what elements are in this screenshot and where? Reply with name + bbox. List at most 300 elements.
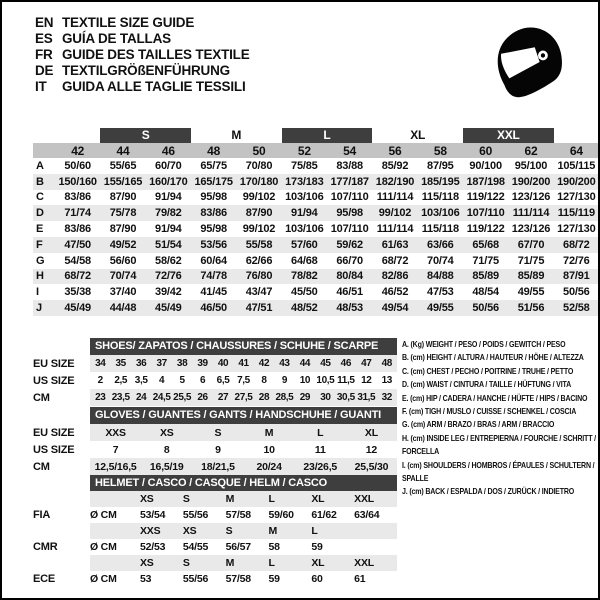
- size-value: 91/94: [155, 191, 182, 204]
- size-value: 60/70: [155, 159, 182, 172]
- shoes-section-title: SHOES/ ZAPATOS / CHAUSSURES / SCHUHE / SCARPE: [90, 338, 397, 355]
- size-value: 70/80: [245, 159, 273, 172]
- shoes-value: 2: [97, 375, 103, 386]
- size-value: 190/200: [511, 175, 551, 188]
- guide-title-fr: GUIDE DES TAILLES TEXTILE: [62, 47, 250, 62]
- size-value: 83/86: [64, 223, 91, 236]
- size-group-l: L: [282, 128, 373, 143]
- guide-title-en: TEXTILE SIZE GUIDE: [62, 15, 195, 30]
- size-value: 99/102: [242, 191, 276, 204]
- gloves-value: 25,5/30: [354, 460, 389, 473]
- size-value: 55/58: [245, 238, 273, 251]
- helmet-value: 60: [311, 573, 323, 585]
- shoes-value: 11,5: [337, 375, 355, 386]
- size-value: 46/51: [336, 286, 363, 299]
- size-value: 83/86: [200, 207, 227, 220]
- helmet-row-label: FIA: [33, 509, 51, 521]
- size-numbers-row: [33, 143, 599, 158]
- size-value: 123/126: [511, 223, 551, 236]
- legend-entry: G. (cm) ARM / BRAZO / BRAS / ARM / BRACCIO: [402, 419, 555, 430]
- size-value: 49/52: [109, 238, 137, 251]
- language-row-it: [35, 79, 250, 95]
- shoes-value: 24,5: [152, 392, 171, 403]
- helmet-value: 52/53: [140, 541, 166, 553]
- measurement-letter: B: [36, 175, 44, 188]
- gloves-value: M: [264, 426, 274, 439]
- size-value: 70/74: [109, 270, 137, 283]
- size-value: 48/54: [472, 286, 499, 299]
- gloves-row-label: EU SIZE: [33, 426, 75, 439]
- helmet-section-title: HELMET / CASCO / CASQUE / HELM / CASCO: [90, 475, 397, 492]
- size-value: 119/122: [466, 191, 505, 204]
- gloves-row-values: [90, 424, 397, 441]
- size-value: 60/64: [200, 254, 227, 267]
- size-value: 111/114: [376, 223, 414, 236]
- shoes-row: [33, 372, 397, 389]
- helmet-row-label: ECE: [33, 573, 56, 585]
- helmet-value: 58: [268, 541, 280, 553]
- helmet-value: L: [268, 493, 275, 505]
- shoes-value: 13: [381, 375, 392, 386]
- size-value: 65/75: [200, 159, 227, 172]
- size-value: 85/92: [381, 159, 409, 172]
- measurement-row-h: [33, 269, 599, 285]
- size-value: 35/38: [64, 286, 91, 299]
- language-code: EN: [35, 15, 54, 30]
- size-value: 66/70: [336, 254, 363, 267]
- size-value: 170/180: [239, 175, 279, 188]
- size-number: 62: [524, 143, 538, 158]
- gloves-value: 8: [163, 443, 170, 456]
- shoes-value: 31,5: [357, 392, 376, 403]
- size-value: 119/122: [466, 223, 505, 236]
- shoes-value: 43: [279, 358, 290, 369]
- helmet-value: 55/56: [182, 573, 209, 585]
- size-value: 39/42: [155, 286, 182, 299]
- size-value: 65/68: [472, 238, 499, 251]
- size-value: 91/94: [291, 207, 318, 220]
- size-value: 111/114: [376, 191, 414, 204]
- helmet-value: 54/55: [182, 541, 209, 553]
- helmet-value: XXS: [140, 525, 161, 537]
- size-value: 107/110: [330, 223, 369, 236]
- shoes-header-row: [33, 338, 397, 355]
- size-value: 49/54: [381, 302, 409, 315]
- size-value: 48/53: [336, 302, 363, 315]
- size-value: 82/86: [381, 270, 409, 283]
- guide-title-de: TEXTILGRÖßENFÜHRUNG: [62, 63, 230, 78]
- measurement-row-c: [33, 190, 599, 206]
- size-value: 83/88: [336, 159, 363, 172]
- language-code: DE: [35, 63, 54, 78]
- size-value: 103/106: [421, 207, 460, 220]
- shoes-value: 12: [361, 375, 372, 386]
- helmet-value: 61: [354, 573, 366, 585]
- shoes-value: 30: [320, 392, 331, 403]
- shoes-value: 40: [217, 358, 229, 369]
- helmet-value: M: [225, 493, 235, 505]
- gloves-row: [33, 441, 397, 458]
- language-row-en: [35, 15, 250, 31]
- size-number: 60: [479, 143, 493, 158]
- shoes-value: 44: [299, 358, 311, 369]
- size-value: 72/76: [563, 254, 590, 267]
- size-value: 155/165: [103, 175, 143, 188]
- helmet-row-label: CMR: [33, 541, 58, 553]
- size-value: 190/200: [557, 175, 596, 188]
- measurement-legend: [402, 338, 599, 499]
- size-value: 46/50: [200, 302, 227, 315]
- shoes-value: 27,5: [234, 392, 253, 403]
- size-value: 45/49: [155, 302, 182, 315]
- shoes-value: 46: [340, 358, 351, 369]
- size-number: 58: [433, 143, 447, 158]
- size-value: 127/130: [557, 191, 596, 204]
- shoes-value: 23,5: [111, 392, 130, 403]
- size-value: 107/110: [330, 191, 369, 204]
- gloves-section: [33, 407, 397, 475]
- shoes-value: 5: [179, 375, 185, 386]
- size-value: 87/90: [109, 191, 137, 204]
- size-value: 76/80: [245, 270, 273, 283]
- size-value: 95/98: [200, 191, 227, 204]
- size-value: 90/100: [469, 159, 502, 172]
- shoes-value: 35: [115, 358, 126, 369]
- size-group-row: [33, 128, 599, 143]
- size-value: 52/58: [563, 302, 590, 315]
- legend-entry: F. (cm) TIGH / MUSLO / CUISSE / SCHENKEL / COSCIA: [402, 406, 577, 417]
- size-value: 37/40: [109, 286, 137, 299]
- size-value: 83/86: [64, 191, 91, 204]
- helmet-row-values: [90, 507, 397, 523]
- helmet-value: S: [182, 493, 190, 505]
- size-value: 79/82: [155, 207, 182, 220]
- shoes-value: 8: [261, 375, 267, 386]
- helmet-row: [33, 539, 397, 555]
- size-value: 72/76: [155, 270, 182, 283]
- size-value: 50/60: [64, 159, 91, 172]
- measurement-row-f: [33, 237, 599, 253]
- size-value: 48/52: [291, 302, 318, 315]
- size-value: 115/119: [557, 207, 595, 220]
- language-row-fr: [35, 47, 250, 63]
- size-number: 64: [569, 143, 583, 158]
- size-number: 42: [71, 143, 85, 158]
- size-value: 99/102: [378, 207, 412, 220]
- size-value: 43/47: [245, 286, 273, 299]
- size-value: 95/100: [514, 159, 548, 172]
- size-value: 115/118: [421, 223, 459, 236]
- size-value: 127/130: [557, 223, 596, 236]
- helmet-value: XS: [140, 493, 154, 505]
- guide-title-it: GUIDA ALLE TAGLIE TESSILI: [62, 79, 246, 94]
- size-value: 71/75: [517, 254, 545, 267]
- gloves-row: [33, 458, 397, 475]
- size-value: 61/63: [381, 238, 409, 251]
- size-group-m: M: [231, 128, 242, 142]
- legend-entry: H. (cm) INSIDE LEG / ENTREPIERNA / FOURCHE / SCHRITT / FORCELLA: [402, 432, 596, 457]
- helmet-value: 53/54: [140, 509, 166, 521]
- size-value: 115/118: [421, 191, 459, 204]
- size-value: 75/85: [291, 159, 318, 172]
- size-value: 99/102: [242, 223, 276, 236]
- size-value: 165/175: [194, 175, 233, 188]
- measurement-letter: I: [36, 286, 39, 299]
- size-value: 95/98: [200, 223, 227, 236]
- shoes-value: 4: [159, 375, 165, 386]
- size-value: 87/91: [563, 270, 590, 283]
- shoes-value: 38: [176, 358, 188, 369]
- measurement-letter: E: [36, 223, 44, 236]
- gloves-header-row: [33, 407, 397, 424]
- size-value: 103/106: [285, 191, 324, 204]
- gloves-value: 10: [263, 443, 275, 456]
- size-value: 45/49: [64, 302, 91, 315]
- language-row-de: [35, 63, 250, 79]
- measurement-row-e: [33, 221, 599, 237]
- helmet-value: XXL: [354, 557, 374, 569]
- language-code: ES: [35, 31, 53, 46]
- size-value: 182/190: [375, 175, 415, 188]
- gloves-row: [33, 424, 397, 441]
- legend-entry: C. (cm) CHEST / PECHO / POITRINE / TRUHE / PETTO: [402, 365, 574, 376]
- helmet-value: L: [268, 557, 275, 569]
- gloves-section-title: GLOVES / GUANTES / GANTS / HANDSCHUHE / GUANTI: [90, 407, 397, 424]
- size-value: 68/72: [381, 254, 409, 267]
- size-value: 53/56: [200, 238, 227, 251]
- helmet-unit-label: Ø CM: [90, 509, 117, 521]
- helmet-value: L: [311, 525, 318, 537]
- language-code: IT: [35, 79, 47, 94]
- size-value: 160/170: [149, 175, 188, 188]
- language-code: FR: [35, 47, 53, 62]
- helmet-row-values: [90, 523, 397, 539]
- shoes-value: 26: [197, 392, 208, 403]
- size-group-xl: XL: [410, 128, 426, 142]
- size-value: 85/89: [517, 270, 545, 283]
- measurement-row-i: [33, 284, 599, 300]
- gloves-row-values: [90, 441, 397, 458]
- shoes-value: 34: [95, 358, 106, 369]
- helmet-row: [33, 555, 397, 571]
- shoes-row-values: [90, 355, 397, 372]
- size-number: 54: [343, 143, 357, 158]
- size-value: 87/90: [245, 207, 273, 220]
- gloves-value: XL: [364, 426, 378, 439]
- measurement-letter: D: [36, 207, 44, 220]
- legend-entry: A. (Kg) WEIGHT / PESO / POIDS / GEWITCH / PESO: [402, 339, 566, 349]
- gloves-value: 12: [365, 443, 378, 456]
- size-value: 41/45: [200, 286, 227, 299]
- legend-entry: E. (cm) HIP / CADERA / HANCHE / HÜFTE / HIPS / BACINO: [402, 392, 588, 403]
- gloves-value: 7: [112, 443, 119, 456]
- helmet-section: [33, 475, 397, 587]
- size-value: 71/74: [64, 207, 91, 220]
- shoes-value: 39: [197, 358, 208, 369]
- size-value: 51/56: [517, 302, 545, 315]
- measurement-row-j: [33, 300, 599, 316]
- size-value: 78/82: [291, 270, 318, 283]
- size-number: 44: [116, 143, 130, 158]
- size-value: 47/53: [427, 286, 454, 299]
- helmet-value: M: [225, 557, 235, 569]
- size-number: 52: [297, 143, 311, 158]
- helmet-value: 63/64: [354, 509, 380, 521]
- helmet-value: 55/56: [182, 509, 209, 521]
- helmet-row: [33, 507, 397, 523]
- size-value: 51/54: [155, 238, 182, 251]
- shoes-value: 27: [217, 392, 229, 403]
- gloves-value: XS: [159, 426, 174, 439]
- textile-size-table: [33, 128, 599, 316]
- helmet-value: 57/58: [225, 509, 251, 521]
- measurement-letter: H: [36, 270, 44, 283]
- helmet-row-values: [90, 539, 397, 555]
- size-value: 150/160: [58, 175, 97, 188]
- gloves-value: L: [317, 426, 324, 439]
- size-value: 74/78: [200, 270, 227, 283]
- gloves-value: XXS: [105, 426, 126, 439]
- helmet-header-row: [33, 475, 397, 491]
- size-value: 68/72: [64, 270, 91, 283]
- shoes-value: 3,5: [134, 375, 148, 386]
- language-header: [35, 15, 250, 95]
- size-value: 105/115: [557, 159, 596, 172]
- size-value: 70/74: [427, 254, 454, 267]
- helmet-row: [33, 491, 397, 507]
- shoes-value: 7,5: [237, 375, 250, 386]
- shoes-row-label: US SIZE: [33, 374, 75, 387]
- shoes-section: [33, 338, 397, 406]
- shoes-row-label: EU SIZE: [33, 357, 75, 370]
- size-number: 48: [207, 143, 221, 158]
- shoes-value: 42: [258, 358, 270, 369]
- size-value: 103/106: [285, 223, 324, 236]
- size-value: 95/98: [336, 207, 363, 220]
- gloves-row-label: CM: [33, 460, 50, 473]
- shoes-value: 10,5: [316, 375, 335, 386]
- helmet-row-values: [90, 491, 397, 507]
- shoes-row-values: [90, 372, 397, 389]
- shoes-value: 48: [381, 358, 392, 369]
- gloves-value: 12,5/16,5: [94, 460, 137, 473]
- size-value: 45/50: [291, 286, 318, 299]
- gloves-value: 11: [314, 443, 326, 456]
- shoes-value: 6,5: [216, 375, 230, 386]
- size-value: 59/62: [336, 238, 363, 251]
- gloves-value: S: [214, 426, 222, 439]
- size-value: 44/48: [109, 302, 137, 315]
- size-number: 46: [161, 143, 175, 158]
- helmet-row-values: [90, 555, 397, 571]
- shoes-value: 23: [95, 392, 106, 403]
- size-value: 64/68: [291, 254, 318, 267]
- size-value: 55/65: [109, 159, 137, 172]
- size-number: 50: [252, 143, 266, 158]
- size-value: 49/55: [517, 286, 545, 299]
- shoes-row-label: CM: [33, 391, 50, 404]
- size-value: 177/187: [330, 175, 369, 188]
- shoes-value: 25,5: [173, 392, 192, 403]
- shoes-row: [33, 389, 397, 406]
- size-group-s: S: [100, 128, 191, 143]
- shoes-row-values: [90, 389, 397, 406]
- size-value: 80/84: [336, 270, 363, 283]
- legend-entry: I. (cm) SHOULDERS / HOMBROS / ÉPAULES / SCHULTERN / SPALLE: [402, 459, 595, 484]
- legend-entry: D. (cm) WAIST / CINTURA / TAILLE / HÜFTUNG / VITA: [402, 379, 572, 390]
- size-value: 173/183: [285, 175, 324, 188]
- helmet-value: S: [182, 557, 190, 569]
- shoes-value: 28,5: [275, 392, 294, 403]
- shoes-value: 9: [281, 375, 287, 386]
- measurement-letter: J: [36, 302, 42, 315]
- measurement-row-d: [33, 205, 599, 221]
- gloves-value: 20/24: [256, 460, 282, 473]
- size-value: 47/50: [64, 238, 91, 251]
- size-value: 68/72: [563, 238, 590, 251]
- shoes-value: 41: [238, 358, 249, 369]
- gloves-value: 9: [215, 443, 221, 456]
- helmet-value: 57/58: [225, 573, 251, 585]
- size-value: 57/60: [291, 238, 318, 251]
- size-value: 49/55: [427, 302, 454, 315]
- shoes-value: 24: [135, 392, 147, 403]
- size-value: 46/52: [381, 286, 409, 299]
- shoes-value: 32: [381, 392, 392, 403]
- helmet-value: XS: [182, 525, 197, 537]
- shoes-value: 37: [156, 358, 167, 369]
- helmet-unit-label: Ø CM: [90, 573, 117, 585]
- size-value: 63/66: [427, 238, 454, 251]
- shoes-value: 2,5: [114, 375, 128, 386]
- gloves-value: 18/21,5: [201, 460, 235, 473]
- helmet-value: 53: [140, 573, 152, 585]
- shoes-value: 6: [199, 375, 206, 386]
- shoes-value: 36: [135, 358, 147, 369]
- shoes-value: 28: [258, 392, 270, 403]
- size-value: 58/62: [155, 254, 182, 267]
- size-value: 47/51: [245, 302, 273, 315]
- helmet-value: 59: [311, 541, 323, 553]
- size-value: 71/75: [472, 254, 499, 267]
- helmet-icon: [488, 16, 570, 108]
- measurement-row-a: [33, 158, 599, 174]
- size-value: 50/56: [563, 286, 590, 299]
- size-value: 50/56: [472, 302, 499, 315]
- gloves-row-values: [90, 458, 397, 475]
- size-value: 111/114: [512, 207, 550, 220]
- helmet-row: [33, 571, 397, 587]
- shoes-value: 47: [361, 358, 372, 369]
- helmet-value: 59: [268, 573, 280, 585]
- size-number: 56: [388, 143, 402, 158]
- helmet-value: S: [225, 525, 233, 537]
- size-value: 87/90: [109, 223, 137, 236]
- helmet-row-values: [90, 571, 397, 587]
- shoes-value: 10: [299, 375, 311, 386]
- helmet-row: [33, 523, 397, 539]
- size-value: 185/195: [421, 175, 460, 188]
- size-value: 91/94: [155, 223, 182, 236]
- shoes-row: [33, 355, 397, 372]
- measurement-letter: C: [36, 191, 44, 204]
- measurement-letter: G: [36, 254, 45, 267]
- size-value: 84/88: [427, 270, 454, 283]
- guide-title-es: GUÍA DE TALLAS: [62, 31, 171, 46]
- gloves-value: 16,5/19: [149, 460, 184, 473]
- size-value: 85/89: [472, 270, 499, 283]
- measurement-row-b: [33, 174, 599, 190]
